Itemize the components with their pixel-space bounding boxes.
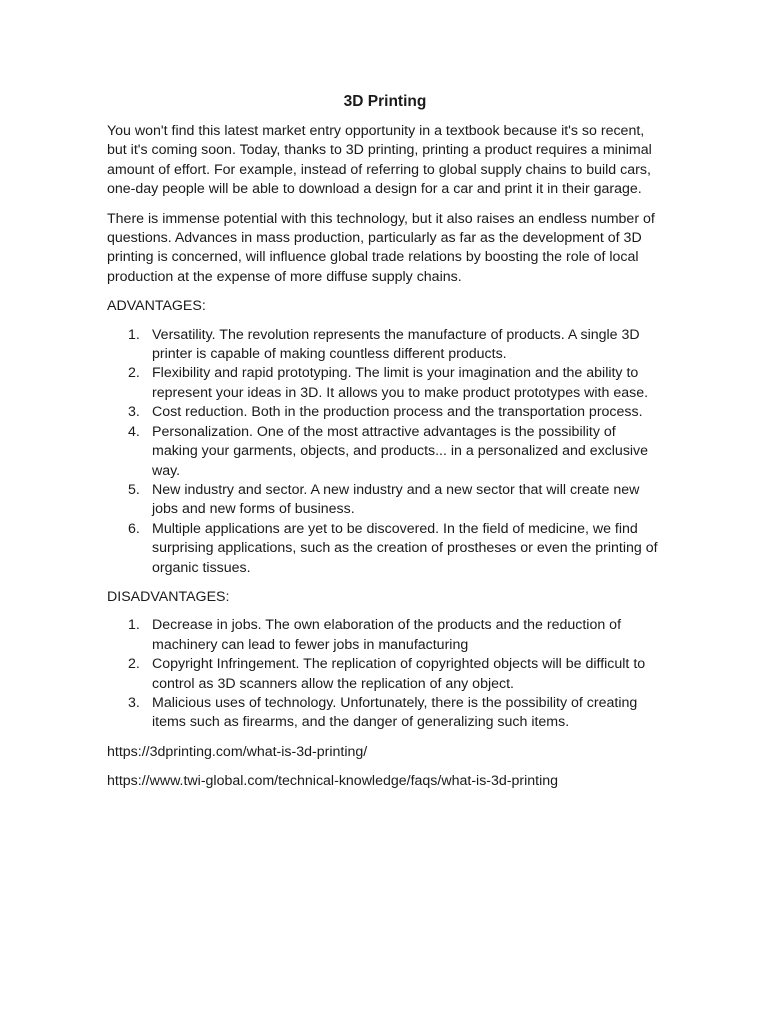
list-item [107,326,663,365]
list-item [107,364,663,403]
list-item-number: 4. [128,423,140,440]
potential-paragraph: There is immense potential with this technology, but it also raises an endless number of questions. Advances in mass production, particularly as far as the development of 3D printing is concerned, will influence global trade relations by boosting the role of local production at the expense of more diffuse supply chains. [107,210,655,285]
list-item-number: 1. [128,326,140,343]
document-title: 3D Printing [343,93,427,110]
list-item-number: 5. [128,481,140,498]
list-item-number: 3. [128,694,140,711]
list-item [107,423,663,481]
advantages-list [107,326,663,578]
document-page [107,92,663,802]
list-item [107,403,663,422]
list-item-text: Versatility. The revolution represents the manufacture of products. A single 3D printer is capable of making countless different products. [152,326,640,363]
list-item-number: 2. [128,656,140,673]
list-item-text: Copyright Infringement. The replication of copyrighted objects will be difficult to control as 3D scanners allow the replication of any object. [152,656,646,692]
list-item [107,481,663,520]
list-item-text: Decrease in jobs. The own elaboration of the products and the reduction of machinery can lead to fewer jobs in manufacturing [152,617,622,653]
list-item-text: Flexibility and rapid prototyping. The limit is your imagination and the ability to represent your ideas in 3D. It allows you to make product prototypes with ease. [152,365,649,401]
list-item-number: 2. [128,365,140,382]
disadvantages-heading: DISADVANTAGES: [107,588,230,605]
list-item-text: Cost reduction. Both in the production process and the transportation process. [152,404,643,421]
list-item-number: 6. [128,520,140,537]
list-item-text: Multiple applications are yet to be discovered. In the field of medicine, we find surprising applications, such as the creation of prostheses or even the printing of organic tissues. [152,520,658,576]
source-link-3dprinting: https://3dprinting.com/what-is-3d-printing/ [107,743,368,760]
source-link-twi-global: https://www.twi-global.com/technical-knowledge/faqs/what-is-3d-printing [107,773,559,790]
list-item-number: 1. [128,617,140,634]
list-item [107,694,663,733]
list-item [107,520,663,578]
list-item-text: Personalization. One of the most attractive advantages is the possibility of making your garments, objects, and products... in a personalized and exclusive way. [152,423,649,479]
list-item-text: New industry and sector. A new industry and a new sector that will create new jobs and new forms of business. [152,481,640,518]
list-item [107,616,663,655]
disadvantages-list [107,616,663,732]
advantages-heading: ADVANTAGES: [107,298,206,315]
list-item-text: Malicious uses of technology. Unfortunately, there is the possibility of creating items such as firearms, and the danger of generalizing such items. [152,694,638,731]
intro-paragraph: You won't find this latest market entry opportunity in a textbook because it's so recent, but it's coming soon. Today, thanks to 3D printing, printing a product requires a minimal amount of effort. For example, instead of referring to global supply chains to build cars, one-day people will be able to download a design for a car and print it in their garage. [107,123,652,198]
list-item [107,655,663,694]
list-item-number: 3. [128,404,140,421]
